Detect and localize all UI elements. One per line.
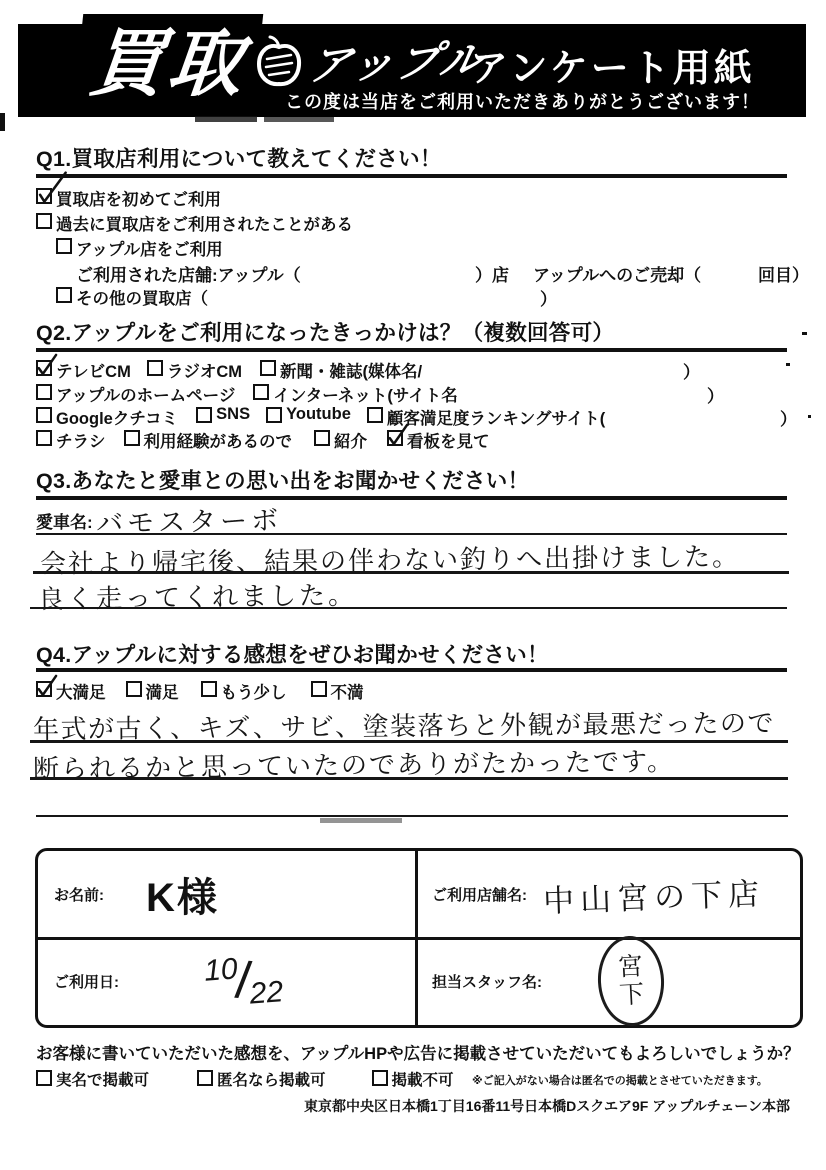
q1-option-other-shop [56, 285, 208, 309]
store-line-part2: ）店 [475, 266, 509, 285]
checkmark-icon [34, 350, 60, 378]
option-label: 買取店を初めてご利用 [56, 191, 221, 209]
checkbox-anonymous-ok [197, 1070, 213, 1086]
handwritten-comment-line1: 年式が古く、キズ、サビ、塗装落ちと外観が最悪だったので [32, 707, 776, 745]
customer-info-table [35, 848, 803, 1028]
option-label: もう少し [220, 684, 287, 702]
company-address: 東京都中央区日本橋1丁目16番11号日本橋Dスクエア9F アップルチェーン本部 [304, 1098, 790, 1114]
checkbox-flyer [36, 430, 52, 446]
option-label: Youtube [286, 405, 351, 423]
option-label: 不満 [330, 684, 364, 702]
option-label: 掲載不可 [391, 1072, 454, 1089]
checkbox-first-use [36, 188, 52, 204]
checkbox-apple-use [56, 238, 72, 254]
checkbox-real-name-ok [36, 1070, 52, 1086]
store-label: ご利用店舗名: [432, 886, 527, 904]
q2-row2-close-paren: ） [707, 387, 724, 406]
staff-char2: 下 [618, 980, 645, 1010]
option-label: 利用経験があるので [143, 433, 292, 451]
q2-row3 [36, 405, 605, 429]
q1-option-past-use [36, 211, 353, 235]
date-month: 10 [203, 952, 239, 988]
q1-option-apple-use [56, 236, 223, 260]
option-label: 顧客満足度ランキングサイト( [386, 410, 606, 428]
other-shop-close-paren: ） [540, 290, 557, 309]
checkbox-sns [196, 407, 212, 423]
q2-row2 [36, 382, 458, 406]
checkbox-apple-homepage [36, 384, 52, 400]
checkbox-no-publication [372, 1070, 388, 1086]
q2-row1 [36, 358, 422, 382]
q1-title: Q1.買取店利用について教えてください！ [36, 147, 442, 171]
checkbox-youtube [266, 407, 282, 423]
handwritten-comment-line2: 断られるかと思っていたのでありがたかったです。 [32, 746, 676, 784]
q3-underline [36, 496, 787, 500]
apple-logo-icon [254, 35, 304, 87]
q2-title: Q2.アップルをご利用になったきっかけは？（複数回答可） [36, 321, 615, 345]
scan-artifact [0, 113, 5, 131]
option-label: SNS [216, 405, 251, 423]
scan-artifact [802, 332, 807, 335]
q3-title: Q3.あなたと愛車との思い出をお聞かせください！ [36, 469, 530, 493]
checkbox-past-experience [124, 430, 140, 446]
header-banner [18, 24, 806, 117]
checkbox-dissatisfied [311, 681, 327, 697]
q1-option-first-use [36, 186, 221, 210]
option-label: 満足 [145, 684, 179, 702]
option-label: 大満足 [56, 684, 106, 702]
option-label: テレビCM [56, 363, 131, 381]
car-name-label: 愛車名: [36, 513, 93, 532]
handwritten-car-name: バモスターボ [95, 505, 283, 539]
option-label: 看板を見て [407, 433, 490, 451]
name-label: お名前: [54, 886, 104, 904]
option-label: 紹介 [334, 433, 367, 451]
scan-artifact [195, 116, 257, 122]
date-label: ご利用日: [54, 973, 119, 991]
apple-brand-text: アップル [304, 35, 490, 90]
checkbox-satisfied [126, 681, 142, 697]
staff-cell [418, 940, 800, 1022]
date-slash: / [233, 951, 254, 1011]
publication-question: お客様に書いていただいた感想を、アップルHPや広告に掲載させていただいてもよろしいでしょうか？ [36, 1045, 800, 1063]
q2-row4 [36, 428, 490, 452]
checkbox-internet [253, 384, 269, 400]
handwritten-memory-line1: 会社より帰宅後、結果の伴わない釣りへ出掛けました。 [39, 541, 741, 579]
checkbox-other-shop [56, 287, 72, 303]
store-line-part4: 回目） [758, 266, 809, 285]
publication-options-row [36, 1068, 454, 1090]
handwritten-staff-stamp [596, 934, 667, 1027]
checkbox-ranking-site [367, 407, 383, 423]
scan-artifact [264, 117, 334, 122]
q1-underline [36, 174, 787, 178]
handwritten-date [203, 948, 284, 1013]
checkbox-radio-cm [147, 360, 163, 376]
form-title: アンケート用紙 [470, 48, 755, 90]
scan-artifact [320, 818, 402, 823]
customer-name: K様 [146, 875, 219, 920]
store-line-part3: アップルへのご売却（ [533, 266, 702, 285]
checkmark-icon [34, 671, 60, 699]
handwritten-memory-line2: 良く走ってくれました。 [37, 579, 358, 615]
publication-note: ※ご記入がない場合は匿名での掲載とさせていただきます。 [472, 1075, 768, 1087]
checkbox-very-satisfied [36, 681, 52, 697]
checkbox-referral [314, 430, 330, 446]
checkbox-signboard [387, 430, 403, 446]
checkbox-google-review [36, 407, 52, 423]
checkbox-newspaper [260, 360, 276, 376]
checkbox-tv-cm [36, 360, 52, 376]
option-label: アップル店をご利用 [76, 241, 223, 259]
kaitori-logo: 買取 [73, 14, 264, 114]
option-label: ラジオCM [166, 363, 243, 381]
q4-underline [36, 668, 787, 672]
q2-row3-close-paren: ） [780, 410, 797, 429]
name-cell [38, 851, 431, 937]
checkmark-icon [385, 420, 411, 448]
option-label: 新聞・雑誌(媒体名/ [280, 363, 423, 381]
staff-label: 担当スタッフ名: [432, 973, 542, 991]
checkmark-icon [35, 168, 69, 208]
checkbox-past-use [36, 213, 52, 229]
option-label: 実名で掲載可 [56, 1072, 150, 1089]
form-subtitle: この度は当店をご利用いただきありがとうございます！ [285, 92, 760, 112]
q4-title: Q4.アップルに対する感想をぜひお聞かせください！ [36, 643, 549, 667]
option-label: 過去に買取店をご利用されたことがある [56, 216, 353, 234]
option-label: Googleクチコミ [56, 410, 179, 428]
option-label: インターネット(サイト名 [273, 387, 458, 405]
handwritten-store-name: 中山宮の下店 [542, 875, 766, 919]
scan-artifact [808, 415, 811, 418]
option-label: アップルのホームページ [56, 387, 236, 405]
staff-char1: 宮 [617, 952, 644, 982]
date-day: 22 [248, 975, 285, 1011]
option-label: 匿名なら掲載可 [217, 1072, 326, 1089]
q2-underline [36, 348, 787, 352]
store-cell [418, 851, 800, 937]
store-line-part1: ご利用された店舗:アップル（ [76, 266, 301, 285]
ruled-line [36, 815, 788, 817]
date-cell [38, 940, 431, 1022]
q4-options-row [36, 679, 364, 703]
option-label: その他の買取店（ [76, 290, 208, 308]
q2-row1-close-paren: ） [683, 363, 700, 382]
scan-artifact [786, 363, 790, 366]
checkbox-needs-improvement [201, 681, 217, 697]
option-label: チラシ [56, 433, 106, 451]
